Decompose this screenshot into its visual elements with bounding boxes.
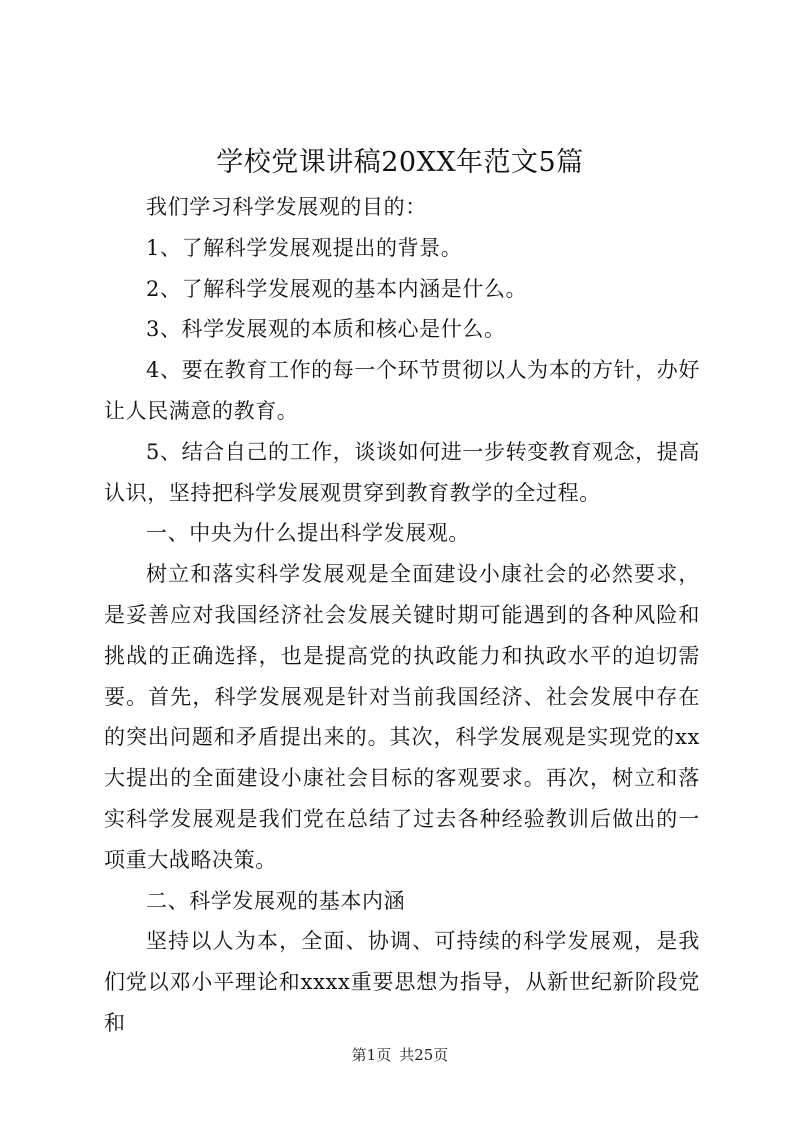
page-footer — [0, 1045, 800, 1065]
page-number: 第1页 — [351, 1046, 392, 1064]
paragraph-item-3: 3、科学发展观的本质和核心是什么。 — [146, 317, 506, 342]
paragraph-section-1-body: 树立和落实科学发展观是全面建设小康社会的必然要求，是妥善应对我国经济社会发展关键时期可能遇到的各种风险和挑战的正确选择，也是提高党的执政能力和执政水平的迫切需要。首先，科学发展观是针对当前我国经济、社会发展中存在的突出问题和矛盾提出来的。其次，科学发展观是实现党的xx大提出的全面建设小康社会目标的客观要求。再次，树立和落实科学发展观是我们党在总结了过去各种经验教训后做出的一项重大战略决策。 — [104, 562, 700, 872]
section-heading-1: 一、中央为什么提出科学发展观。 — [146, 521, 470, 546]
paragraph-section-2-body: 坚持以人为本，全面、协调、可持续的科学发展观，是我们党以邓小平理论和xxxx重要思想为指导，从新世纪新阶段党和 — [104, 929, 700, 1035]
document-title: 学校党课讲稿20XX年范文5篇 — [216, 147, 584, 178]
document-body — [104, 187, 700, 1044]
section-heading-2: 二、科学发展观的基本内涵 — [146, 888, 406, 913]
paragraph-item-1: 1、了解科学发展观提出的背景。 — [146, 235, 463, 260]
page-total: 共25页 — [399, 1046, 449, 1064]
paragraph-item-2: 2、了解科学发展观的基本内涵是什么。 — [146, 276, 528, 301]
paragraph-intro: 我们学习科学发展观的目的： — [146, 195, 427, 219]
paragraph-item-4: 4、要在教育工作的每一个环节贯彻以人为本的方针，办好让人民满意的教育。 — [104, 358, 700, 423]
paragraph-item-5: 5、结合自己的工作，谈谈如何进一步转变教育观念，提高认识，坚持把科学发展观贯穿到教育教学的全过程。 — [104, 439, 700, 505]
